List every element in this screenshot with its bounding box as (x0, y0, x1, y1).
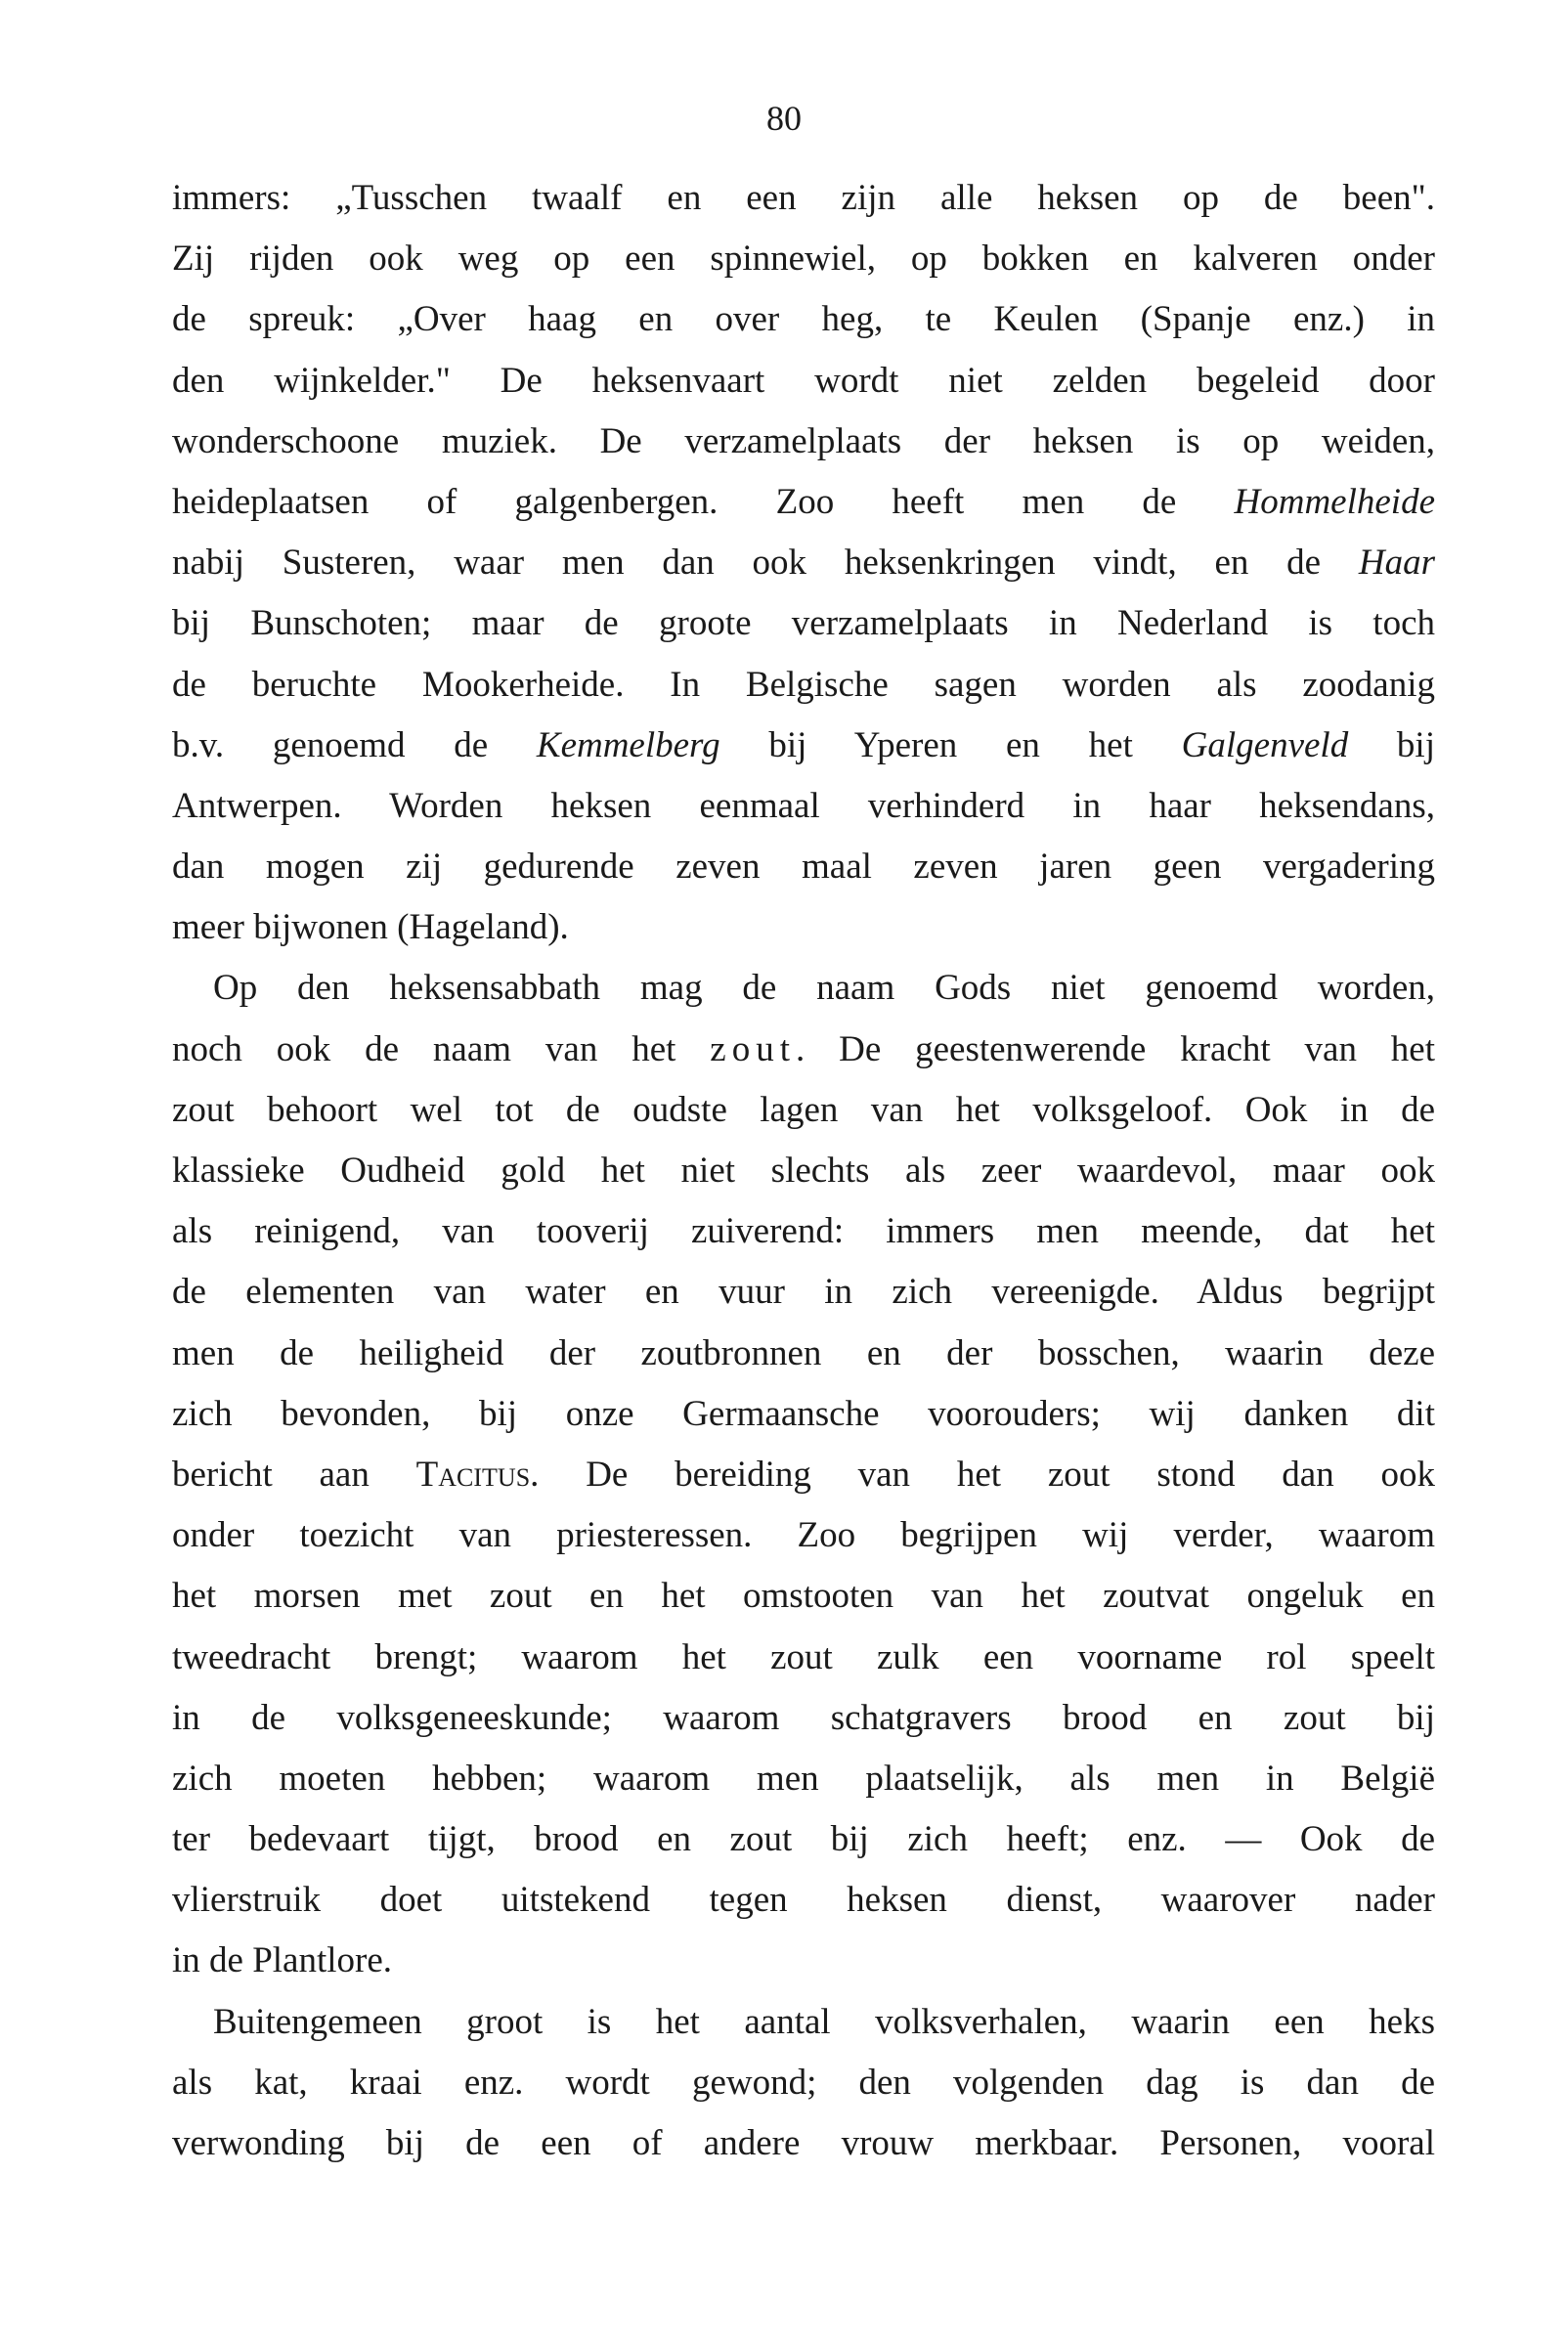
page-number: 80 (766, 99, 802, 138)
text-line: noch ook de naam van het zout. De geestenwerende kracht van het (172, 1028, 1436, 1069)
text-line: Op den heksensabbath mag de naam Gods niet genoemd worden, (213, 968, 1435, 1009)
spaced-word: zout (710, 1028, 796, 1069)
text-line: men de heiligheid der zoutbronnen en der bosschen, waarin deze (172, 1332, 1435, 1373)
text-line: in de volksgeneeskunde; waarom schatgravers brood en zout bij (172, 1697, 1435, 1738)
text-line: de spreuk: „Over haag en over heg, te Keulen (Spanje enz.) in (172, 299, 1435, 340)
paragraph-1 (172, 168, 1435, 958)
text-line: immers: „Tusschen twaalf en een zijn alle heksen op de been". (172, 178, 1435, 218)
author-name-smallcaps: Tacitus (415, 1454, 531, 1495)
place-name-italic: Galgenveld (1181, 724, 1349, 765)
text-line: ter bedevaart tijgt, brood en zout bij zich heeft; enz. — Ook de (172, 1819, 1435, 1860)
text-line: Antwerpen. Worden heksen eenmaal verhinderd in haar heksendans, (172, 785, 1435, 826)
place-name-italic: Hommelheide (1234, 481, 1435, 522)
text-line: meer bijwonen (Hageland). (172, 907, 569, 948)
place-name-italic: Haar (1358, 543, 1435, 584)
text-line: zich bevonden, bij onze Germaansche voorouders; wij danken dit (172, 1393, 1435, 1434)
text-line: tweedracht brengt; waarom het zout zulk een voorname rol speelt (172, 1636, 1435, 1677)
text-line: zout behoort wel tot de oudste lagen van het volksgeloof. Ook in de (172, 1089, 1435, 1130)
text-line: den wijnkelder." De heksenvaart wordt niet zelden begeleid door (172, 360, 1435, 401)
text-line: klassieke Oudheid gold het niet slechts als zeer waardevol, maar ook (172, 1151, 1435, 1191)
text-line: Buitengemeen groot is het aantal volksverhalen, waarin een heks (213, 2001, 1435, 2042)
text-line: b.v. genoemd de Kemmelberg bij Yperen en het Galgenveld bij (172, 724, 1435, 765)
text-line: dan mogen zij gedurende zeven maal zeven jaren geen vergadering (172, 847, 1435, 888)
text-line: als kat, kraai enz. wordt gewond; den volgenden dag is dan de (172, 2062, 1435, 2103)
text-line: vlierstruik doet uitstekend tegen heksen dienst, waarover nader (172, 1880, 1435, 1921)
text-line: heideplaatsen of galgenbergen. Zoo heeft men de Hommelheide (172, 481, 1435, 522)
text-line: het morsen met zout en het omstooten van het zoutvat ongeluk en (172, 1576, 1435, 1617)
body-text (172, 168, 1435, 2174)
place-name-italic: Kemmelberg (536, 724, 720, 765)
text-line: zich moeten hebben; waarom men plaatselijk, als men in België (172, 1758, 1435, 1799)
text-line: Zij rijden ook weg op een spinnewiel, op bokken en kalveren onder (172, 239, 1435, 280)
text-line: de beruchte Mookerheide. In Belgische sagen worden als zoodanig (172, 664, 1435, 705)
text-line: de elementen van water en vuur in zich vereenigde. Aldus begrijpt (172, 1272, 1435, 1313)
text-line: nabij Susteren, waar men dan ook heksenkringen vindt, en de Haar (172, 543, 1435, 584)
text-line: bericht aan Tacitus. De bereiding van het zout stond dan ook (172, 1454, 1436, 1495)
text-line: onder toezicht van priesteressen. Zoo begrijpen wij verder, waarom (172, 1515, 1435, 1556)
paragraph-3 (172, 1992, 1435, 2175)
text-line: wonderschoone muziek. De verzamelplaats der heksen is op weiden, (172, 420, 1435, 461)
paragraph-2 (172, 958, 1435, 1991)
text-line: in de Plantlore. (172, 1940, 393, 1981)
text-line: bij Bunschoten; maar de groote verzamelplaats in Nederland is toch (172, 603, 1435, 644)
text-line: verwonding bij de een of andere vrouw merkbaar. Personen, vooral (172, 2123, 1435, 2163)
text-line: als reinigend, van tooverij zuiverend: immers men meende, dat het (172, 1211, 1435, 1252)
